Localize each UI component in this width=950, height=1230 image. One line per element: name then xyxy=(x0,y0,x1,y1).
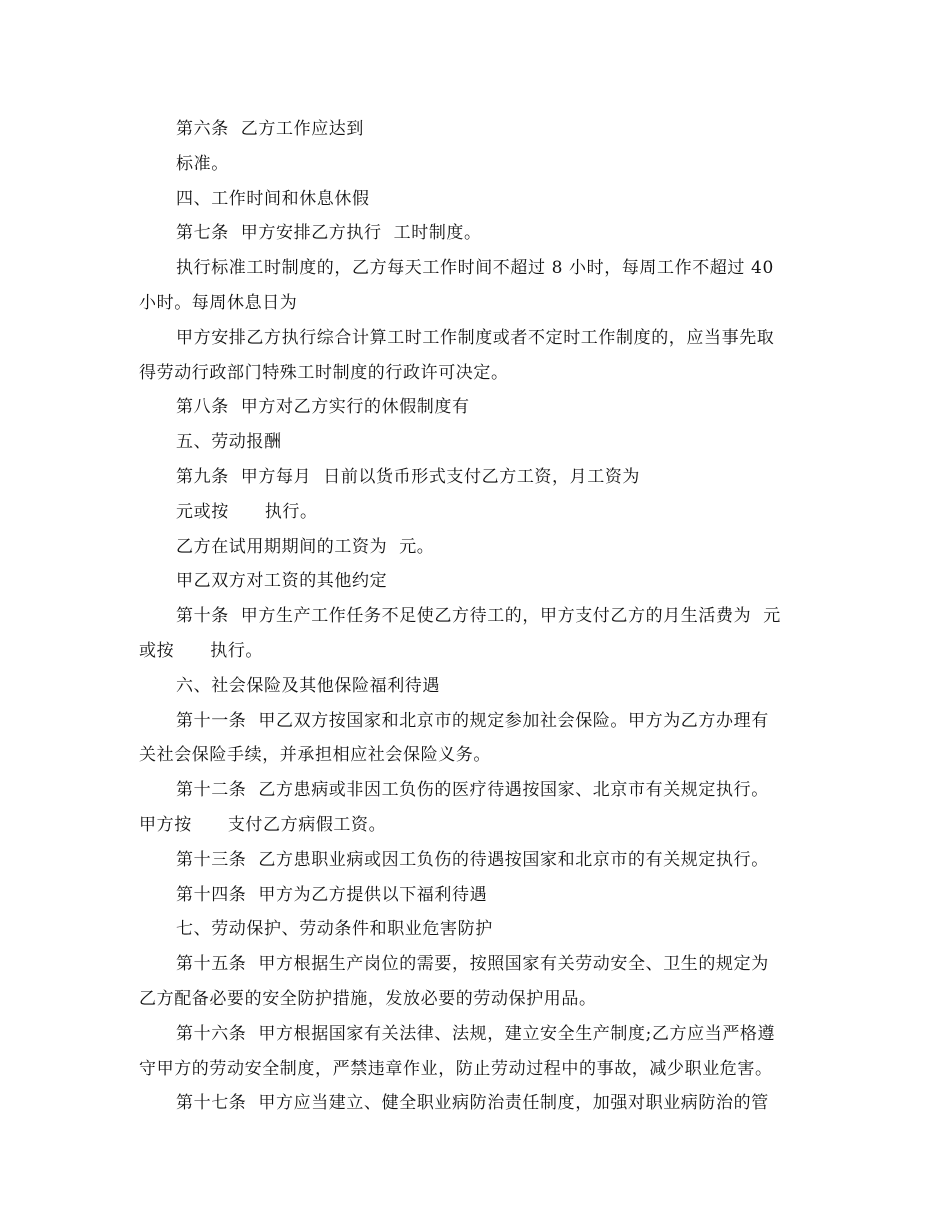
clause-10-line-2: 或按 执行。 xyxy=(139,640,264,661)
standard-hours-line-1: 执行标准工时制度的，乙方每天工作时间不超过 8 小时，每周工作不超过 40 xyxy=(176,258,774,279)
clause-15-line-2: 乙方配备必要的安全防护措施，发放必要的劳动保护用品。 xyxy=(139,988,597,1009)
clause-9-line-1: 第九条 甲方每月 日前以货币形式支付乙方工资，月工资为 xyxy=(176,466,641,487)
clause-9-line-2: 元或按 执行。 xyxy=(176,501,318,522)
section-6-heading: 六、社会保险及其他保险福利待遇 xyxy=(176,675,440,696)
clause-12-line-1: 第十二条 乙方患病或非因工负伤的医疗待遇按国家、北京市有关规定执行。 xyxy=(176,780,769,801)
clause-11-line-2: 关社会保险手续，并承担相应社会保险义务。 xyxy=(139,745,491,766)
clause-8-line: 第八条 甲方对乙方实行的休假制度有 xyxy=(176,397,470,418)
clause-11-line-1: 第十一条 甲乙双方按国家和北京市的规定参加社会保险。甲方为乙方办理有 xyxy=(176,710,769,731)
clause-13-line: 第十三条 乙方患职业病或因工负伤的待遇按国家和北京市的有关规定执行。 xyxy=(176,849,769,870)
clause-12-line-2: 甲方按 支付乙方病假工资。 xyxy=(139,814,387,835)
section-4-heading: 四、工作时间和休息休假 xyxy=(176,188,370,209)
standard-hours-line-2: 小时。每周休息日为 xyxy=(139,292,298,313)
document-body xyxy=(139,112,817,1121)
special-hours-line-2: 得劳动行政部门特殊工时制度的行政许可决定。 xyxy=(139,362,509,383)
clause-16-line-1: 第十六条 甲方根据国家有关法律、法规，建立安全生产制度;乙方应当严格遵 xyxy=(176,1023,776,1044)
clause-14-line: 第十四条 甲方为乙方提供以下福利待遇 xyxy=(176,884,488,905)
clause-6-line-2: 标准。 xyxy=(176,153,229,174)
clause-17-line-1: 第十七条 甲方应当建立、健全职业病防治责任制度，加强对职业病防治的管 xyxy=(176,1093,769,1114)
section-5-heading: 五、劳动报酬 xyxy=(176,432,282,453)
clause-10-line-1: 第十条 甲方生产工作任务不足使乙方待工的，甲方支付乙方的月生活费为 元 xyxy=(176,606,781,627)
clause-6-line-1: 第六条 乙方工作应达到 xyxy=(176,119,365,139)
section-7-heading: 七、劳动保护、劳动条件和职业危害防护 xyxy=(176,919,493,940)
other-wage-agreement-line: 甲乙双方对工资的其他约定 xyxy=(176,571,388,592)
special-hours-line-1: 甲方安排乙方执行综合计算工时工作制度或者不定时工作制度的，应当事先取 xyxy=(176,327,775,348)
clause-15-line-1: 第十五条 甲方根据生产岗位的需要，按照国家有关劳动安全、卫生的规定为 xyxy=(176,954,769,975)
clause-7-line-1: 第七条 甲方安排乙方执行 工时制度。 xyxy=(176,223,482,244)
clause-16-line-2: 守甲方的劳动安全制度，严禁违章作业，防止劳动过程中的事故，减少职业危害。 xyxy=(139,1058,773,1079)
probation-wage-line: 乙方在试用期期间的工资为 元。 xyxy=(176,536,435,557)
